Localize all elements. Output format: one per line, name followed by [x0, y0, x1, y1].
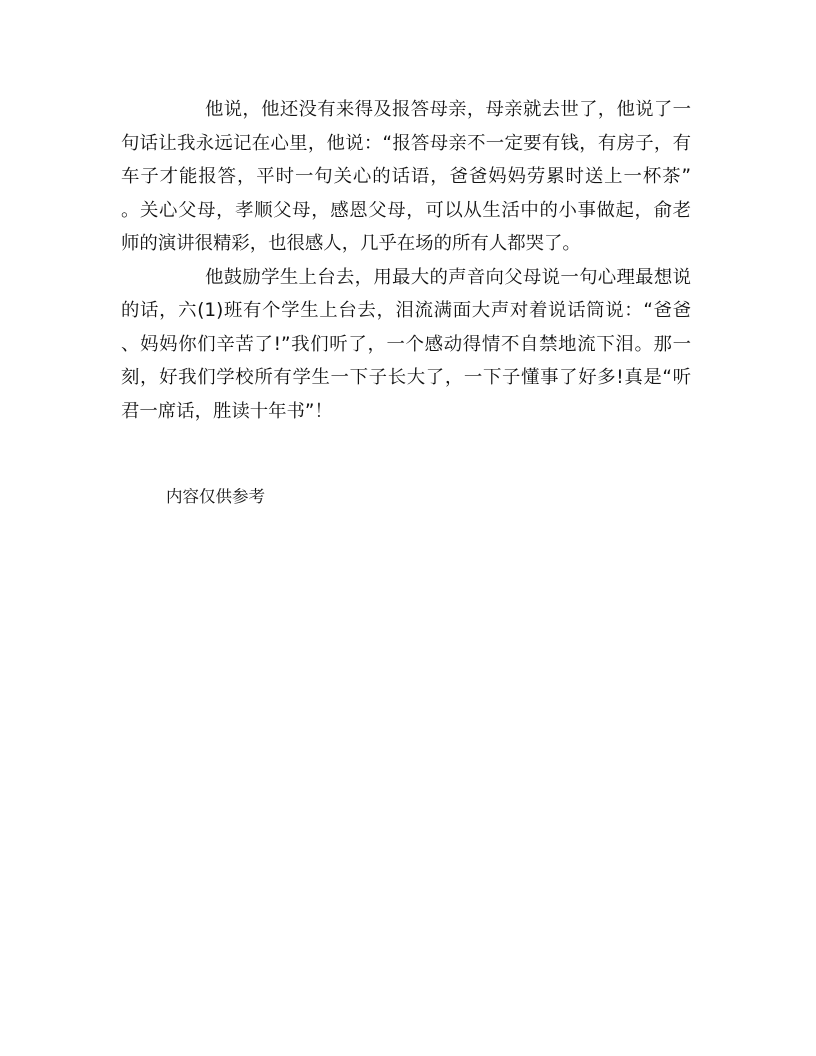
text-line: 句话让我永远记在心里，他说：“报答母亲不一定要有钱，有房子，有: [121, 132, 691, 154]
text-line: 他鼓励学生上台去，用最大的声音向父母说一句心理最想说: [205, 266, 691, 288]
paragraph-1: [121, 93, 691, 261]
paragraph-2: [121, 261, 691, 429]
text-line: 刻，好我们学校所有学生一下子长大了，一下子懂事了好多!真是“听: [121, 367, 691, 388]
text-line: 君一席话，胜读十年书”！: [121, 400, 333, 422]
text-line: 、妈妈你们辛苦了!”我们听了，一个感动得情不自禁地流下泪。那一: [121, 333, 691, 355]
text-line: 。关心父母，孝顺父母，感恩父母，可以从生活中的小事做起，俞老: [121, 199, 691, 221]
footer-note: 内容仅供参考: [166, 487, 265, 506]
text-line: 师的演讲很精彩，也很感人，几乎在场的所有人都哭了。: [121, 233, 581, 254]
text-line: 他说，他还没有来得及报答母亲，母亲就去世了，他说了一: [205, 99, 691, 120]
text-line: 车子才能报答，平时一句关心的话语，爸爸妈妈劳累时送上一杯茶”: [121, 166, 691, 187]
text-line: 的话，六(1)班有个学生上台去，泪流满面大声对着说话筒说：“爸爸: [121, 300, 691, 321]
document-body: [121, 93, 691, 428]
